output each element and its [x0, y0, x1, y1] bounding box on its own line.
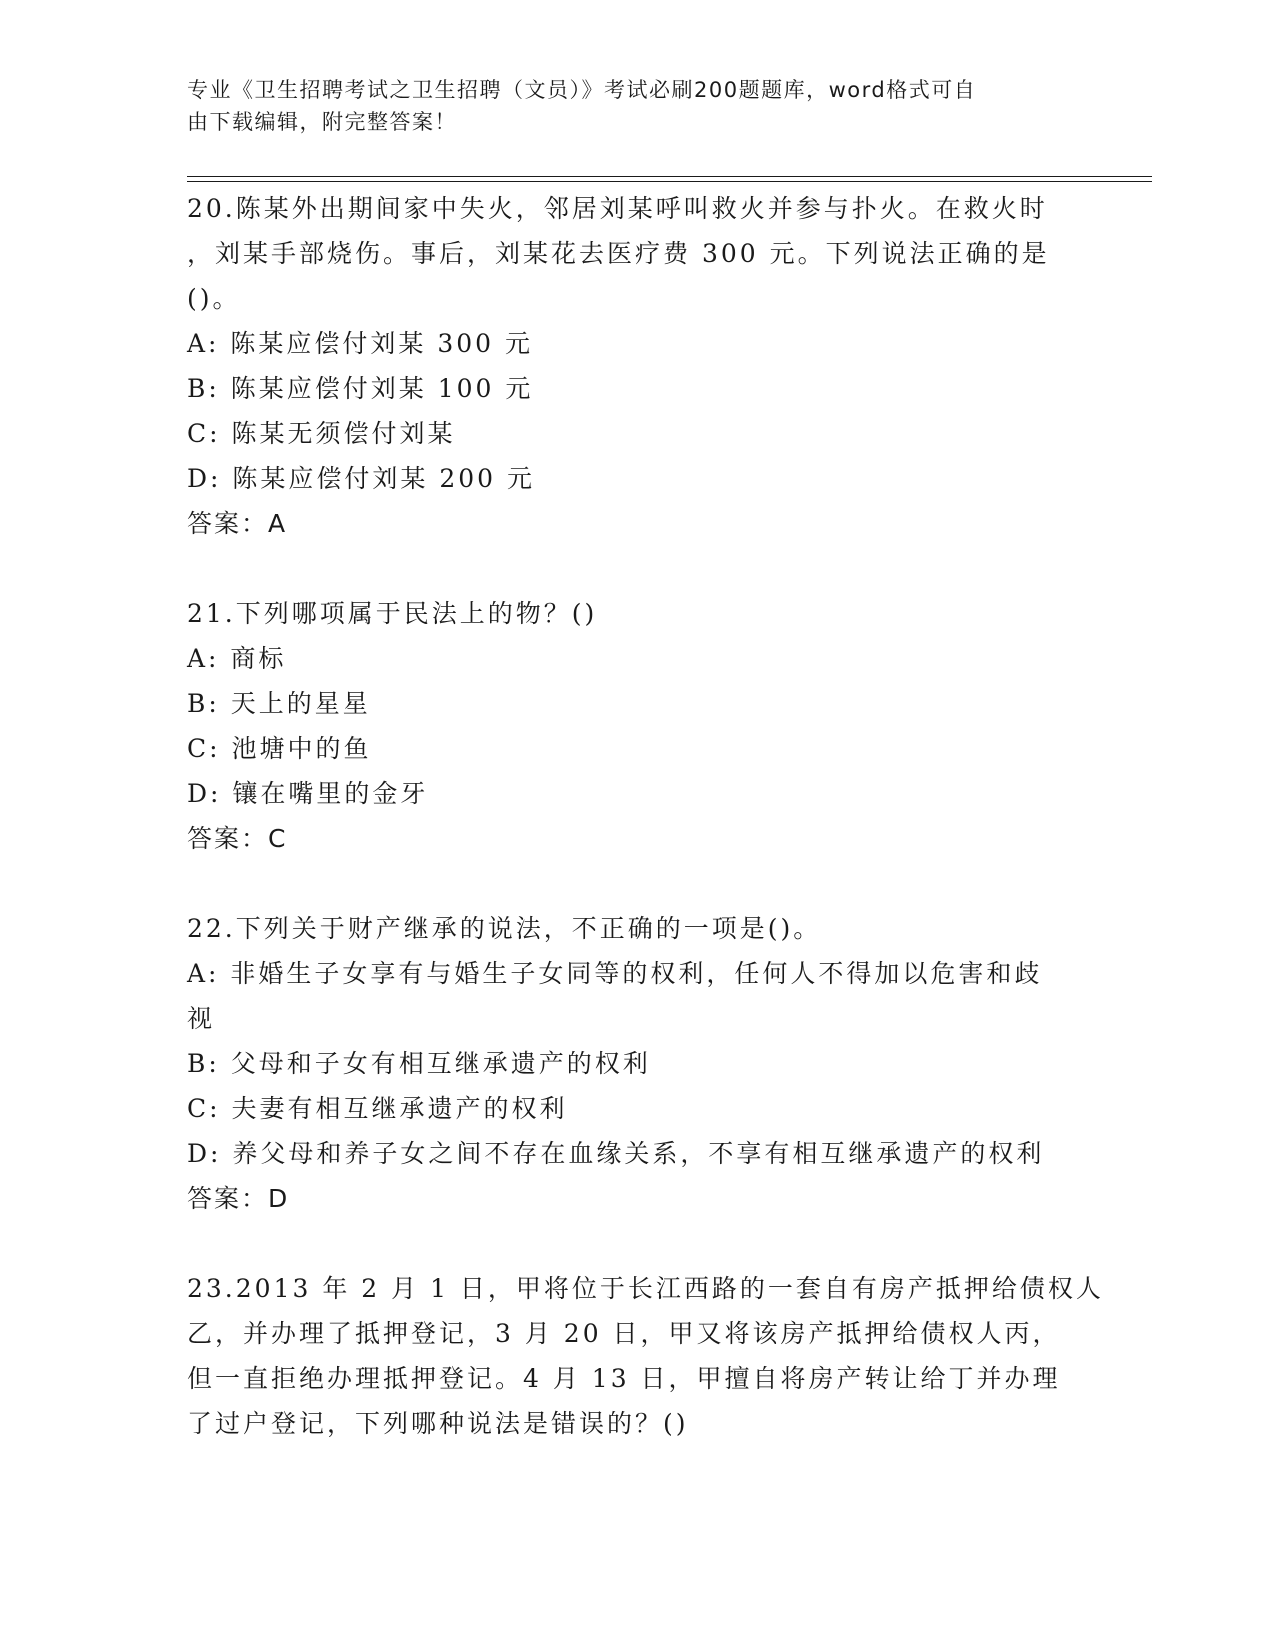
question-stem-line: 乙，并办理了抵押登记，3 月 20 日，甲又将该房产抵押给债权人丙， [187, 1319, 1061, 1348]
question-stem-line: ，刘某手部烧伤。事后，刘某花去医疗费 300 元。下列说法正确的是 [187, 239, 1050, 268]
question-stem-line: 但一直拒绝办理抵押登记。4 月 13 日，甲擅自将房产转让给丁并办理 [187, 1364, 1061, 1393]
document-header [187, 74, 1067, 138]
question-stem-line: 22.下列关于财产继承的说法，不正确的一项是()。 [187, 914, 822, 943]
question-stem-line: ()。 [187, 284, 241, 313]
option-a-continued: 视 [187, 1004, 216, 1033]
header-divider-top [187, 176, 1152, 177]
answer-line: 答案：C [187, 824, 288, 853]
question-stem-line: 23.2013 年 2 月 1 日，甲将位于长江西路的一套自有房产抵押给债权人 [187, 1274, 1104, 1303]
question-stem-line: 了过户登记，下列哪种说法是错误的？() [187, 1409, 689, 1438]
option-b: B: 父母和子女有相互继承遗产的权利 [187, 1049, 651, 1078]
option-a: A: 商标 [187, 644, 287, 673]
option-c: C: 夫妻有相互继承遗产的权利 [187, 1094, 568, 1123]
option-d: D: 养父母和养子女之间不存在血缘关系，不享有相互继承遗产的权利 [187, 1139, 1045, 1168]
option-b: B: 天上的星星 [187, 689, 371, 718]
question-stem-line: 20.陈某外出期间家中失火，邻居刘某呼叫救火并参与扑火。在救火时 [187, 194, 1048, 223]
answer-line: 答案：A [187, 509, 288, 538]
option-c: C: 陈某无须偿付刘某 [187, 419, 456, 448]
option-d: D: 陈某应偿付刘某 200 元 [187, 464, 536, 493]
header-line-2: 由下载编辑，附完整答案！ [187, 110, 457, 134]
option-c: C: 池塘中的鱼 [187, 734, 372, 763]
option-a: A: 陈某应偿付刘某 300 元 [187, 329, 534, 358]
option-b: B: 陈某应偿付刘某 100 元 [187, 374, 534, 403]
header-divider-bottom [187, 181, 1152, 182]
header-line-1: 专业《卫生招聘考试之卫生招聘（文员）》考试必刷200题题库，word格式可自 [187, 78, 977, 102]
question-stem-line: 21.下列哪项属于民法上的物？() [187, 599, 598, 628]
answer-line: 答案：D [187, 1184, 290, 1213]
option-d: D: 镶在嘴里的金牙 [187, 779, 429, 808]
option-a: A: 非婚生子女享有与婚生子女同等的权利，任何人不得加以危害和歧 [187, 959, 1043, 988]
